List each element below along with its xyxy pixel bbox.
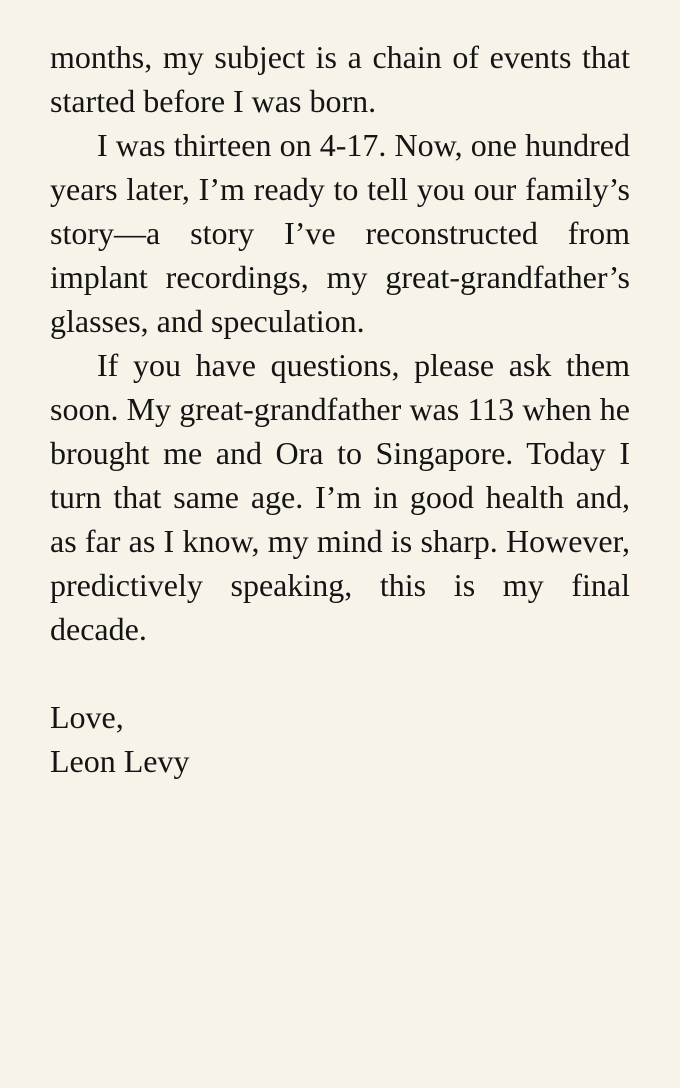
paragraph-2: I was thirteen on 4-17. Now, one hundred years later, I’m ready to tell you our family’s story—a story I’ve reconstructed from implant recordings, my great-grandfather’s glasses, and speculation. [50,127,630,339]
paragraph-3: If you have questions, please ask them soon. My great-grandfather was 113 when he brought me and Ora to Singapore. Today I turn that same age. I’m in good health and, as far as I know, my mind is sharp. However, predictively speaking, this is my final decade. [50,347,630,647]
signature: Leon Levy [50,743,190,779]
letter-body [50,35,630,651]
paragraph-1: months, my subject is a chain of events that started before I was born. [50,39,630,119]
letter-closing [50,695,630,783]
salutation: Love, [50,699,124,735]
